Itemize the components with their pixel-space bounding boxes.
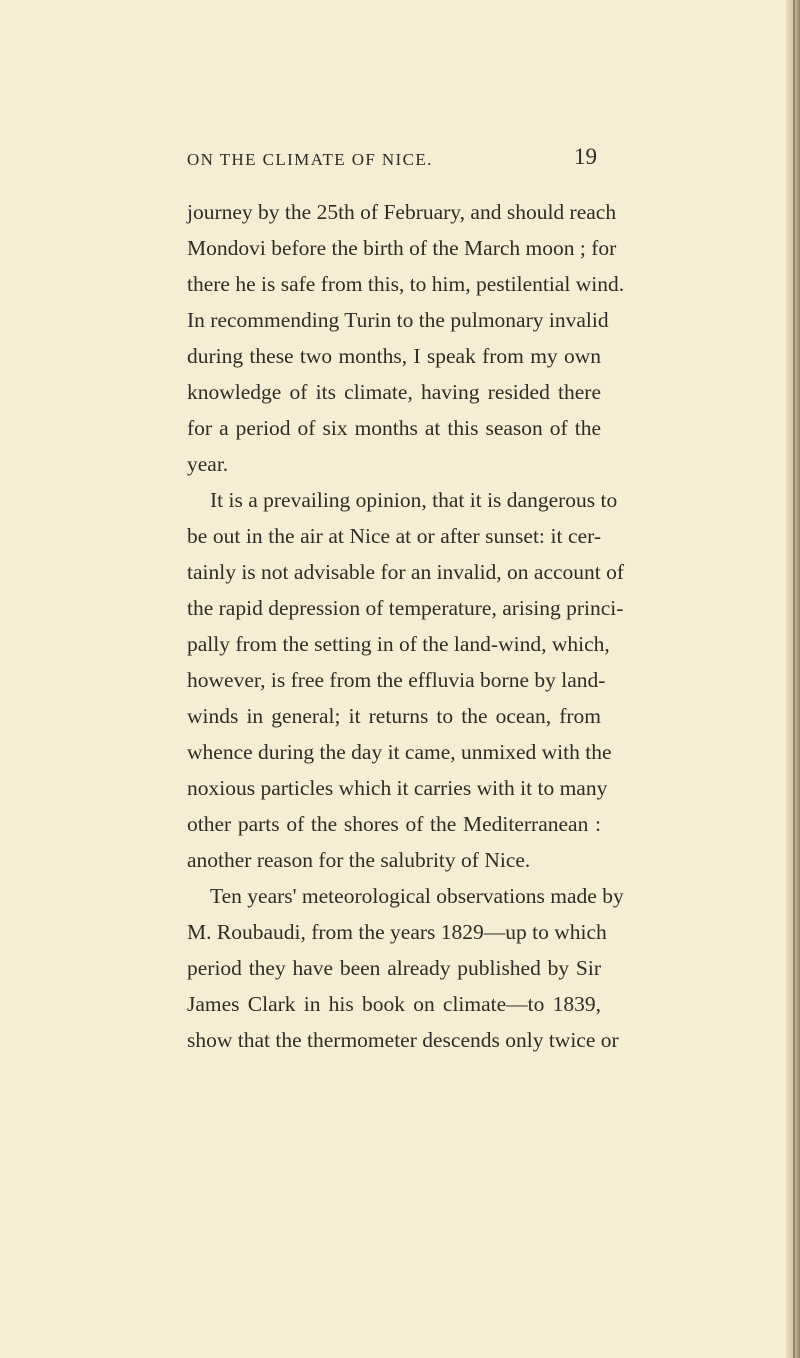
text-line: journey by the 25th of February, and should reach [187,200,617,224]
text-line: be out in the air at Nice at or after sunset: it cer- [187,524,601,548]
text-line: Mondovi before the birth of the March moon ; for [187,236,617,260]
text-line: however, is free from the effluvia borne by land- [187,668,606,692]
text-line: It is a prevailing opinion, that it is dangerous to [210,488,618,512]
text-line: noxious particles which it carries with it to many [187,776,608,800]
text-line: period they have been already published by Sir [187,956,601,980]
text-line: James Clark in his book on climate—to 1839, [187,992,601,1016]
text-line: another reason for the salubrity of Nice. [187,848,531,872]
page-number: 19 [574,144,597,169]
text-line: during these two months, I speak from my own [187,344,601,368]
running-head [0,144,800,180]
text-line: Ten years' meteorological observations made by [210,884,624,908]
text-line: whence during the day it came, unmixed with the [187,740,612,764]
running-head-title: ON THE CLIMATE OF NICE. [187,150,433,169]
text-line: there he is safe from this, to him, pestilential wind. [187,272,625,296]
text-line: pally from the setting in of the land-wind, which, [187,632,610,656]
text-line: M. Roubaudi, from the years 1829—up to which [187,920,607,944]
text-line: other parts of the shores of the Mediterranean : [187,812,601,836]
text-line: year. [187,452,229,476]
text-line: for a period of six months at this season of the [187,416,601,440]
text-line: tainly is not advisable for an invalid, on account of [187,560,625,584]
text-line: show that the thermometer descends only twice or [187,1028,619,1052]
text-line: In recommending Turin to the pulmonary invalid [187,308,609,332]
text-line: winds in general; it returns to the ocean, from [187,704,601,728]
page-edge-line [793,0,795,1358]
text-line: the rapid depression of temperature, arising princi- [187,596,624,620]
text-line: knowledge of its climate, having resided there [187,380,601,404]
